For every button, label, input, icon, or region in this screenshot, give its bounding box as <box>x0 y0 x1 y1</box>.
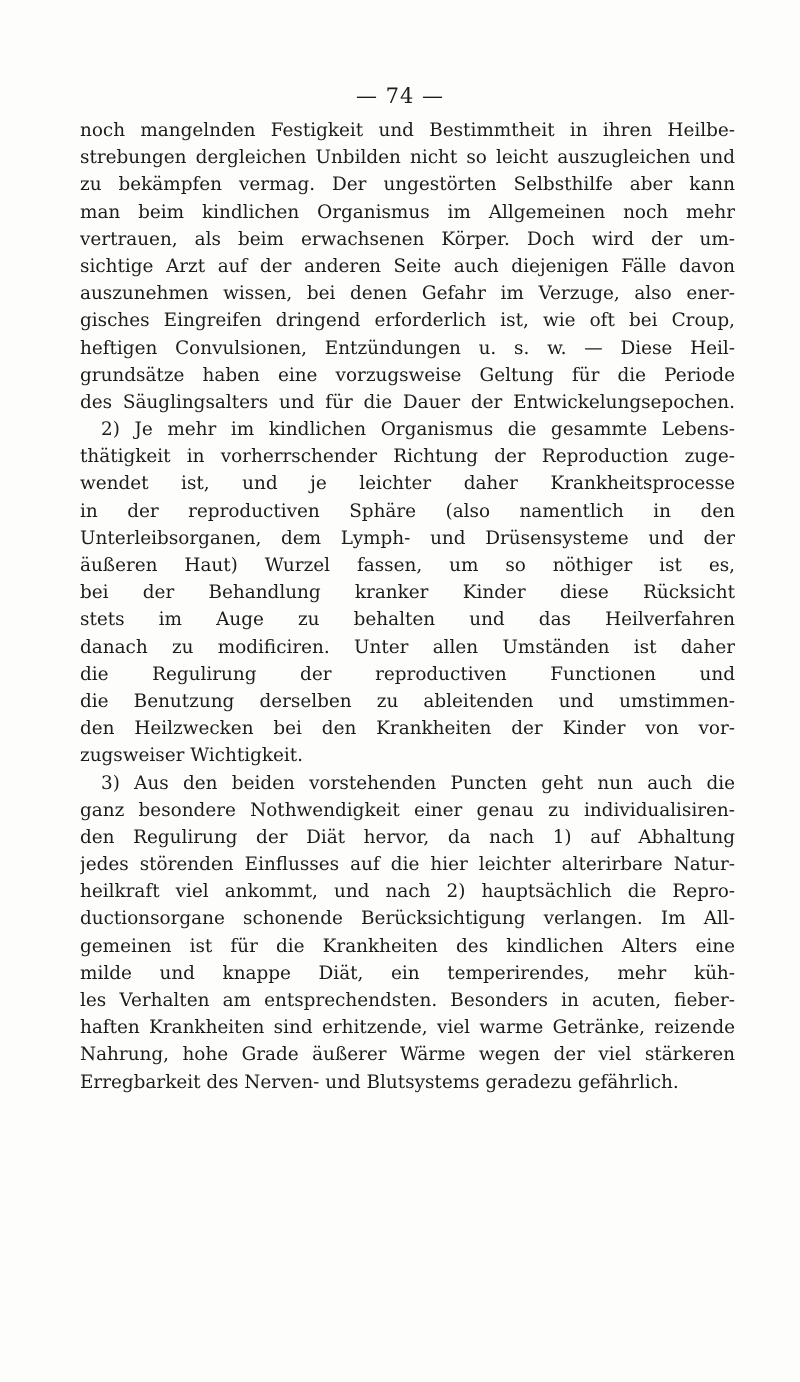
text-line: die Regulirung der reproductiven Functionen und <box>80 663 735 685</box>
text-line: vertrauen, als beim erwachsenen Körper. Doch wird der um- <box>80 228 735 250</box>
text-line: strebungen dergleichen Unbilden nicht so leicht auszugleichen und <box>80 147 735 169</box>
text-line: milde und knappe Diät, ein temperirendes, mehr küh- <box>80 962 735 984</box>
text-line: gisches Eingreifen dringend erforderlich ist, wie oft bei Croup, <box>80 310 735 332</box>
text-line: Erregbarkeit des Nerven- und Blutsystems geradezu gefährlich. <box>80 1071 679 1093</box>
text-line: grundsätze haben eine vorzugsweise Geltung für die Periode <box>80 364 735 386</box>
text-line: les Verhalten am entsprechendsten. Besonders in acuten, fieber- <box>80 990 735 1011</box>
text-line: die Benutzung derselben zu ableitenden und umstimmen- <box>80 690 735 712</box>
text-line: den Regulirung der Diät hervor, da nach 1) auf Abhaltung <box>80 826 735 848</box>
text-line: 2) Je mehr im kindlichen Organismus die gesammte Lebens- <box>101 419 735 441</box>
text-line: heftigen Convulsionen, Entzündungen u. s. w. — Diese Heil- <box>80 337 735 359</box>
text-line: äußeren Haut) Wurzel fassen, um so nöthiger ist es, <box>80 555 735 576</box>
text-line: Nahrung, hohe Grade äußerer Wärme wegen der viel stärkeren <box>80 1044 735 1066</box>
text-line: den Heilzwecken bei den Krankheiten der Kinder von vor- <box>80 718 735 740</box>
text-line: heilkraft viel ankommt, und nach 2) hauptsächlich die Repro- <box>80 881 735 903</box>
text-line: Unterleibsorganen, dem Lymph- und Drüsensysteme und der <box>80 527 735 549</box>
text-line: 3) Aus den beiden vorstehenden Puncten geht nun auch die <box>101 772 735 794</box>
text-line: zu bekämpfen vermag. Der ungestörten Selbsthilfe aber kann <box>80 174 735 196</box>
text-line: man beim kindlichen Organismus im Allgemeinen noch mehr <box>80 201 735 223</box>
text-line: haften Krankheiten sind erhitzende, viel warme Getränke, reizende <box>80 1017 735 1039</box>
text-line: thätigkeit in vorherrschender Richtung der Reproduction zuge- <box>80 446 735 468</box>
text-line: bei der Behandlung kranker Kinder diese Rücksicht <box>80 582 735 604</box>
text-line: danach zu modificiren. Unter allen Umständen ist daher <box>80 636 735 658</box>
body-text <box>80 117 735 1096</box>
text-line: in der reproductiven Sphäre (also namentlich in den <box>80 500 735 522</box>
text-line: noch mangelnden Festigkeit und Bestimmtheit in ihren Heilbe- <box>80 120 735 141</box>
text-line: ductionsorgane schonende Berücksichtigung verlangen. Im All- <box>80 908 735 930</box>
text-line: stets im Auge zu behalten und das Heilverfahren <box>80 609 735 631</box>
text-line: gemeinen ist für die Krankheiten des kindlichen Alters eine <box>80 935 735 957</box>
text-line: wendet ist, und je leichter daher Krankheitsprocesse <box>80 473 735 495</box>
text-line: jedes störenden Einflusses auf die hier leichter alterirbare Natur- <box>80 854 735 876</box>
text-line: des Säuglingsalters und für die Dauer der Entwickelungsepochen. <box>80 391 735 413</box>
text-line: zugsweiser Wichtigkeit. <box>80 745 304 767</box>
text-line: auszunehmen wissen, bei denen Gefahr im Verzuge, also ener- <box>80 283 735 305</box>
page-number: — 74 — <box>355 84 445 108</box>
text-line: ganz besondere Nothwendigkeit einer genau zu individualisiren- <box>80 799 735 821</box>
text-line: sichtige Arzt auf der anderen Seite auch diejenigen Fälle davon <box>80 255 735 277</box>
